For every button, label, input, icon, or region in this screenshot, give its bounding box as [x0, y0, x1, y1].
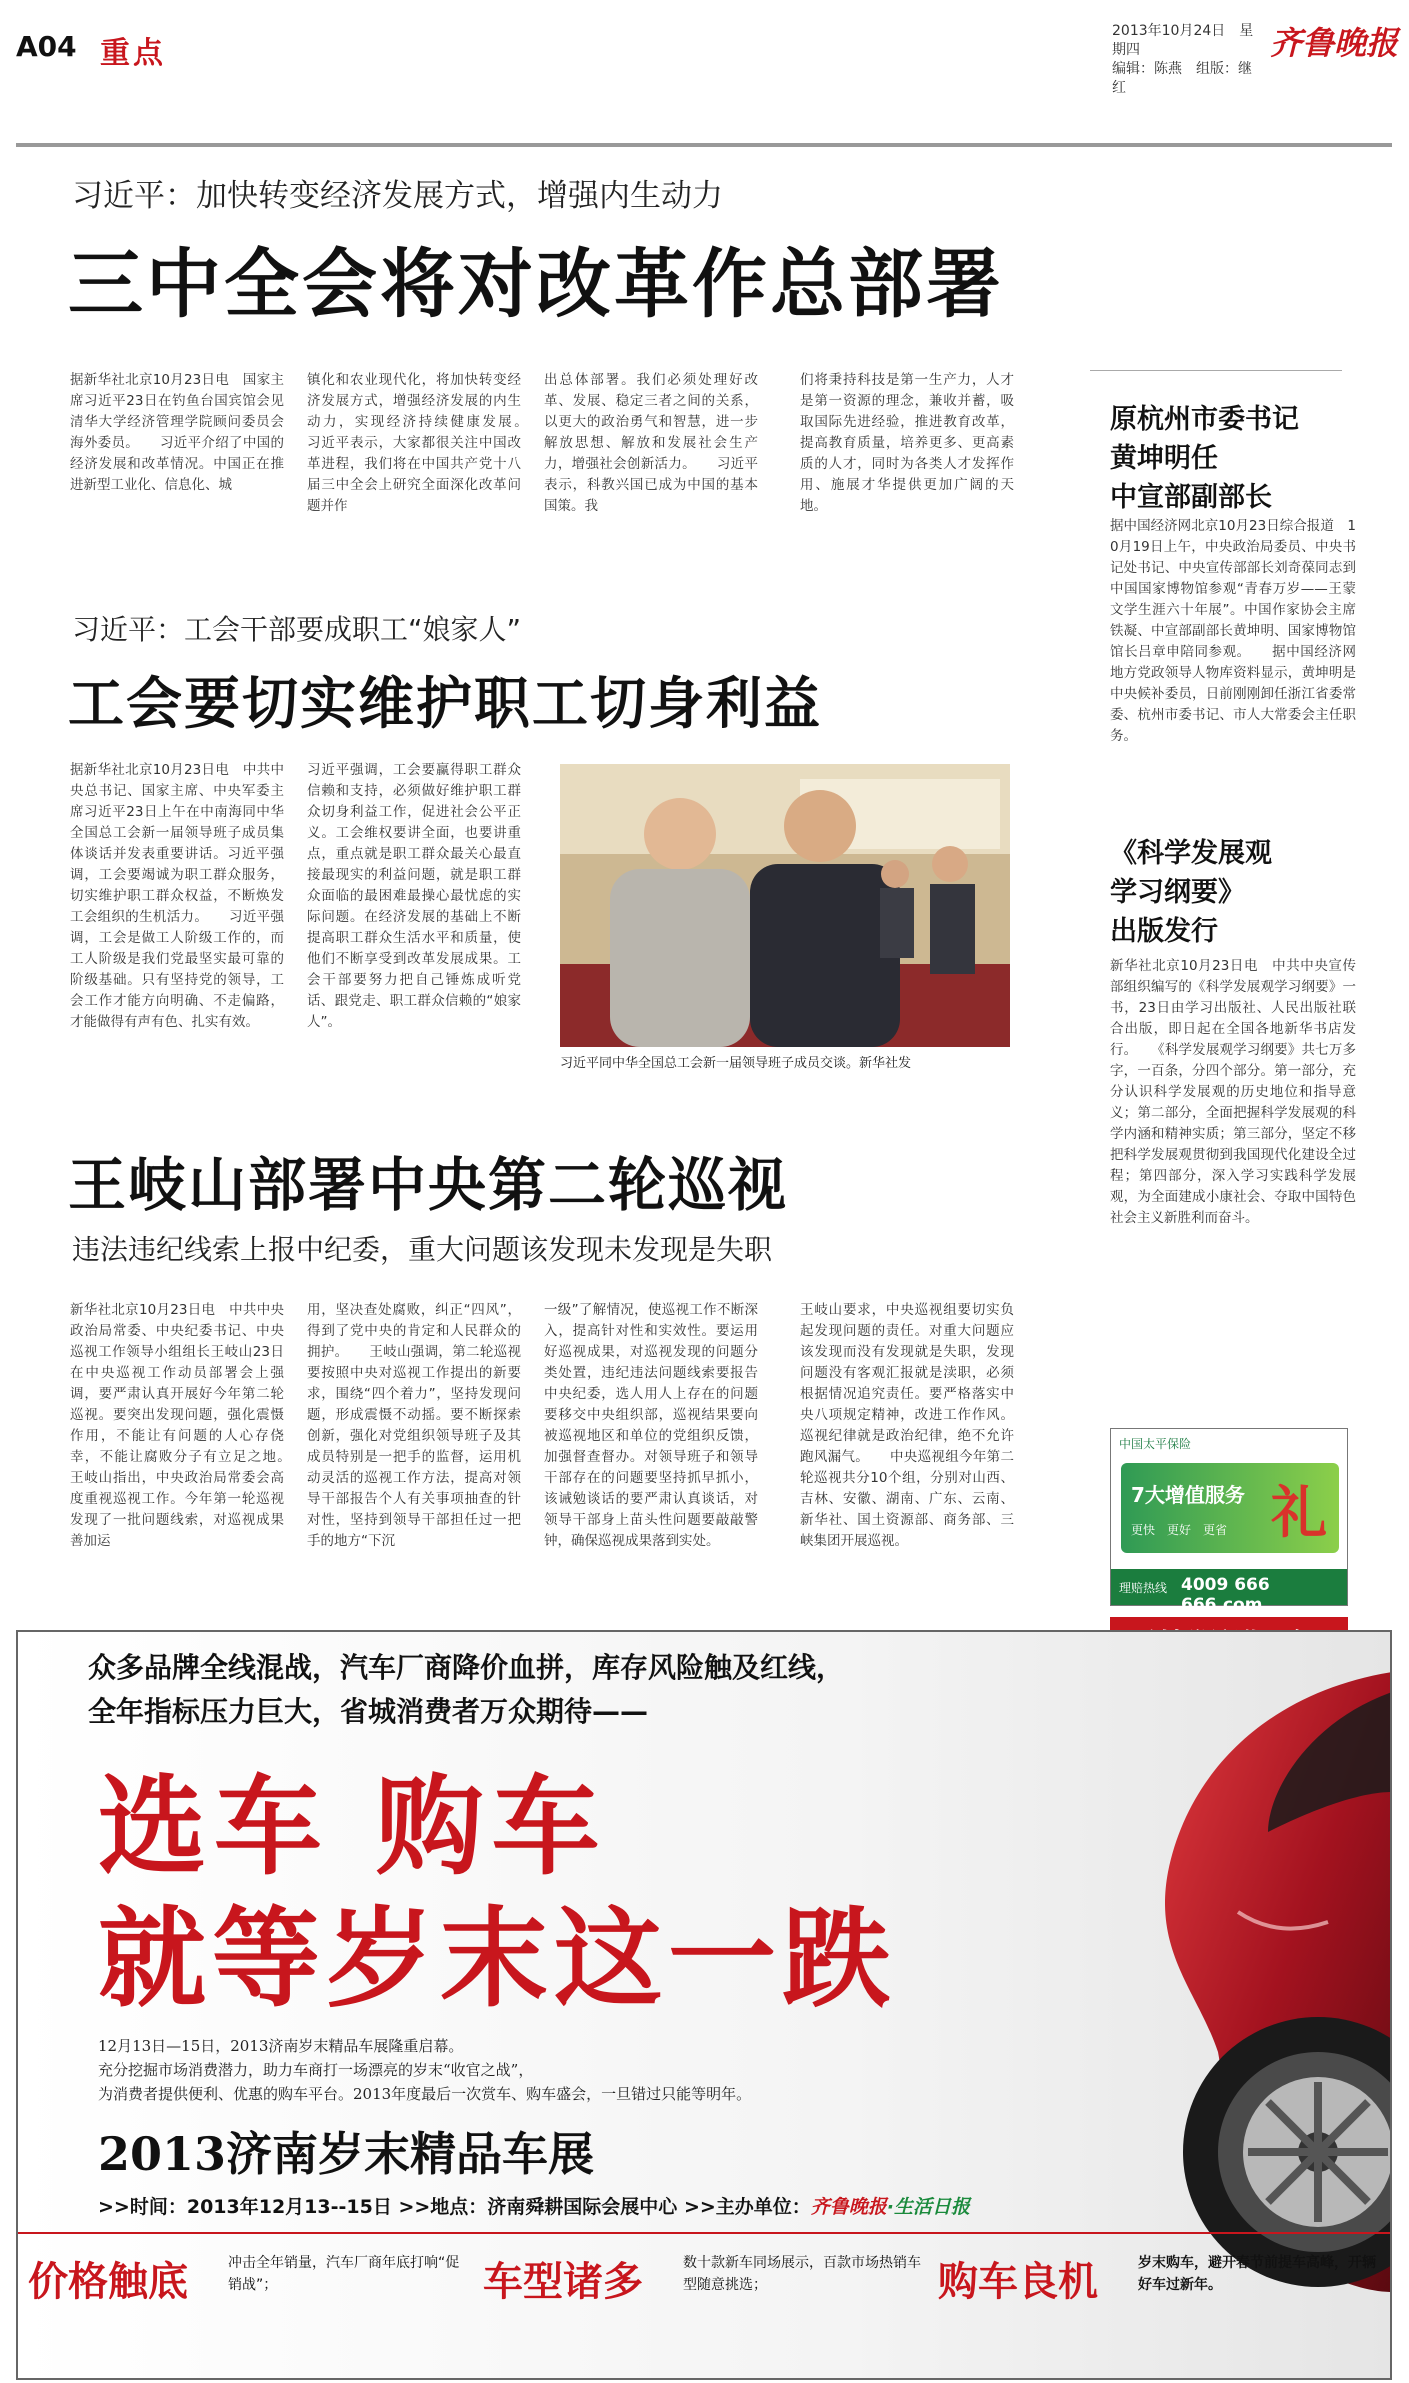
ad-time: 2013年12月13--15日 [186, 2196, 392, 2218]
brief1-body: 据中国经济网北京10月23日综合报道 10月19日上午，中央政治局委员、中央书记处书记、中央宣传部部长刘奇葆同志到中国国家博物馆参观“青春万岁——王蒙文学生涯六十年展”。中国作家协会主席铁凝、中宣部副部长黄坤明、国家博物馆馆长吕章申陪同参观。 据中国经济网地方党政领导人物库资料显示，黄坤明是中央候补委员，日前刚刚卸任浙江省委常委、杭州市委书记、市人大常委会主任职务。 [1110, 518, 1356, 744]
brief2-headline-line: 《科学发展观 [1110, 838, 1272, 869]
section-title: 重点 [100, 36, 166, 71]
story3-column-4: 王岐山要求，中央巡视组要切实负起发现问题的责任。对重大问题应该发现而没有发现就是失职，发现问题没有客观汇报就是渎职，必须根据情况追究责任。要严格落实中央八项规定精神，改进工作作风。巡视纪律就是政治纪律，绝不允许跑风漏气。 中央巡视组今年第二轮巡视共分10个组，分别对山西、吉林、安徽、湖南、广东、云南、新华社、国土资源部、商务部、三峡集团开展巡视。 [800, 1302, 1014, 1549]
insurance-company: 中国太平保险 [1119, 1437, 1192, 1451]
story1-column-2: 镇化和农业现代化，将加快转变经济发展方式，增强经济发展的内生动力，实现经济持续健康发展。 习近平表示，大家都很关注中国改革进程，我们将在中国共产党十八届三中全会上研究全面深化改革问题并作 [307, 372, 548, 514]
ad-features [28, 2246, 1388, 2306]
story3-column-2: 用，坚决查处腐败，纠正“四风”，得到了党中央的肯定和人民群众的拥护。 王岐山强调，第二轮巡视要按照中央对巡视工作提出的新要求，围绕“四个着力”，坚持发现问题，形成震慑不动摇。要不断探索创新，强化对党组织领导班子及其成员特别是一把手的监督，运用机动灵活的巡视工作方法，提高对领导干部报告个人有关事项抽查的针对性，坚持到领导干部担任过一把手的地方“下沉 [307, 1302, 521, 1549]
ad-feature-title: 购车良机 [938, 2259, 1098, 2305]
brief2-body: 新华社北京10月23日电 中共中央宣传部组织编写的《科学发展观学习纲要》一书，23日由学习出版社、人民出版社联合出版，即日起在全国各地新华书店发行。 《科学发展观学习纲要》共七万多字，一百条，分四个部分。第一部分，充分认识科学发展观的历史地位和指导意义；第二部分，全面把握科学发展观的科学内涵和精神实质；第三部分，坚定不移把科学发展观贯彻到我国现代化建设全过程；第四部分，深入学习实践科学发展观，为全面建成小康社会、夺取中国特色社会主义新胜利而奋斗。 [1110, 958, 1356, 1226]
insurance-banner [1121, 1463, 1339, 1553]
car-show-ad[interactable] [16, 1630, 1392, 2380]
ad-host-brand2: ·生活日报 [886, 2196, 971, 2218]
news-photo-illustration [560, 764, 1010, 1047]
story1-column-3: 出总体部署。我们必须处理好改革、发展、稳定三者之间的关系，以更大的政治勇气和智慧，进一步解放思想、解放和发展社会生产力，增强社会创新活力。 习近平表示，科教兴国已成为中国的基本国策。我 [544, 372, 758, 514]
ad-feature-title: 价格触底 [28, 2259, 188, 2305]
ad-host-brand: 齐鲁晚报 [810, 2196, 887, 2218]
ad-details [98, 2034, 751, 2106]
brief2-headline [1110, 834, 1350, 951]
ad-host-label: >>主办单位： [683, 2196, 811, 2218]
page-number: A04 [16, 30, 77, 63]
brief1-headline-line: 原杭州市委书记 [1110, 404, 1299, 435]
insurance-hotline-bar [1111, 1569, 1347, 1615]
brief2-headline-line: 出版发行 [1110, 916, 1218, 947]
story2-column-1: 据新华社北京10月23日电 中共中央总书记、国家主席、中央军委主席习近平23日上午在中南海同中华全国总工会新一届领导班子成员集体谈话并发表重要讲话。习近平强调，工会要竭诚为职工群众服务，切实维护职工群众权益，不断焕发工会组织的生机活力。 习近平强调，工会是做工人阶级工作的，而工人阶级是我们党最坚实最可靠的阶级基础。只有坚持党的领导，工会工作才能方向明确、不走偏路，才能做得有声有色、扎实有效。 [70, 762, 284, 1030]
story1-column-1: 据新华社北京10月23日电 国家主席习近平23日在钓鱼台国宾馆会见清华大学经济管理学院顾问委员会海外委员。 习近平介绍了中国的经济发展和改革情况。中国正在推进新型工业化、信息化、城 [70, 372, 284, 493]
ad-venue-label: >>地点： [398, 2196, 488, 2218]
ad-venue: 济南舜耕国际会展中心 [487, 2196, 678, 2218]
brief1-headline-line: 中宣部副部长 [1110, 482, 1272, 513]
ad-feature-divider [18, 2232, 1390, 2234]
ad-detail-line: 充分挖掘市场消费潜力，助力车商打一场漂亮的岁末“收官之战”， [98, 2061, 534, 2079]
ad-feature-text: 岁末购车，避开春节前提车高峰，开辆好车过新年。 [1138, 2255, 1376, 2293]
header-rule [16, 143, 1392, 147]
story1-kicker: 习近平：加快转变经济发展方式，增强内生动力 [72, 178, 723, 214]
ad-detail-line: 为消费者提供便利、优惠的购车平台。2013年度最后一次赏车、购车盛会，一旦错过只能等明年。 [98, 2085, 752, 2103]
story3-subhead: 违法违纪线索上报中纪委，重大问题该发现未发现是失职 [72, 1233, 773, 1266]
news-photo [560, 764, 1010, 1047]
ad-detail-line: 12月13日—15日，2013济南岁末精品车展隆重启幕。 [98, 2037, 464, 2055]
editor-line: 编辑：陈燕 组版：继红 [1112, 61, 1252, 96]
ad-info-row [98, 2192, 970, 2219]
ad-feature-text: 数十款新车同场展示，百款市场热销车型随意挑选； [683, 2255, 921, 2293]
ad-slogan-line2: 就等岁末这一跌 [98, 1897, 897, 2022]
story2-headline: 工会要切实维护职工切身利益 [68, 672, 822, 737]
story1-column-4: 们将秉持科技是第一生产力，人才是第一资源的理念，兼收并蓄，吸取国际先进经验，推进教育改革，提高教育质量，培养更多、更高素质的人才，同时为各类人才发挥作用、施展才华提供更加广阔的天地。 [800, 372, 1014, 514]
ad-slogan-line1: 选车 购车 [98, 1765, 608, 1890]
story3-column-1: 新华社北京10月23日电 中共中央政治局常委、中央纪委书记、中央巡视工作领导小组组长王岐山23日在中央巡视工作动员部署会上强调，要严肃认真开展好今年第二轮巡视。要突出发现问题，强化震慑作用，不能让有问题的人心存侥幸，不能让腐败分子有立足之地。 王岐山指出，中央政治局常委会高度重视巡视工作。今年第一轮巡视发现了一批问题线索，对巡视成果善加运 [70, 1302, 311, 1549]
masthead-meta [1112, 22, 1262, 98]
ad-time-label: >>时间： [98, 2196, 187, 2218]
story2-kicker: 习近平：工会干部要成职工“娘家人” [72, 613, 522, 646]
ad-intro [88, 1646, 844, 1734]
insurance-slogan-top: 7大增值服务 [1131, 1483, 1245, 1507]
insurance-slogan-main: 礼 [1271, 1481, 1327, 1546]
brief2-headline-line: 学习纲要》 [1110, 877, 1245, 908]
ad-event-title: 2013济南岁末精品车展 [98, 2127, 595, 2181]
insurance-hotline-label: 理赔热线 [1119, 1581, 1168, 1595]
ad-intro-line: 众多品牌全线混战，汽车厂商降价血拼，库存风险触及红线， [88, 1651, 845, 1684]
newspaper-logo: 齐鲁晚报 [1270, 24, 1399, 62]
insurance-hotline: 4009 666 666.com [1181, 1575, 1270, 1615]
story1-headline: 三中全会将对改革作总部署 [68, 240, 1005, 328]
ad-feature-title: 车型诸多 [483, 2259, 643, 2305]
ad-intro-line: 全年指标压力巨大，省城消费者万众期待—— [88, 1695, 649, 1728]
photo-caption: 习近平同中华全国总工会新一届领导班子成员交谈。新华社发 [560, 1056, 912, 1071]
insurance-tagline: 更快 更好 更省 [1131, 1523, 1228, 1537]
ad-feature-text: 冲击全年销量，汽车厂商年底打响“促销战”； [228, 2255, 460, 2293]
brief1-headline [1110, 400, 1350, 517]
insurance-ad[interactable] [1110, 1428, 1348, 1615]
story3-headline: 王岐山部署中央第二轮巡视 [68, 1151, 789, 1219]
right-column-rule [1090, 370, 1342, 371]
brief1-headline-line: 黄坤明任 [1110, 443, 1218, 474]
date-line: 2013年10月24日 星期四 [1112, 23, 1254, 58]
sports-car-illustration [968, 1632, 1392, 2332]
story2-column-2: 习近平强调，工会要赢得职工群众信赖和支持，必须做好维护职工群众切身利益工作，促进社会公平正义。工会维权要讲全面，也要讲重点，重点就是职工群众最关心最直接最现实的利益问题，就是职工群众面临的最困难最操心最忧虑的实际问题。在经济发展的基础上不断提高职工群众生活水平和质量，使他们不断享受到改革发展成果。工会干部要努力把自己锤炼成听党话、跟党走、职工群众信赖的“娘家人”。 [307, 762, 521, 1030]
story3-column-3: 一级”了解情况，使巡视工作不断深入，提高针对性和实效性。要运用好巡视成果，对巡视发现的问题分类处置，违纪违法问题线索要报告中央纪委，选人用人上存在的问题要移交中央组织部，巡视结果要向被巡视地区和单位的党组织反馈，加强督查督办。对领导班子和领导干部存在的问题要坚持抓早抓小，该诫勉谈话的要严肃认真谈话，对领导干部身上苗头性问题要敲敲警钟，确保巡视成果落到实处。 [544, 1302, 758, 1549]
